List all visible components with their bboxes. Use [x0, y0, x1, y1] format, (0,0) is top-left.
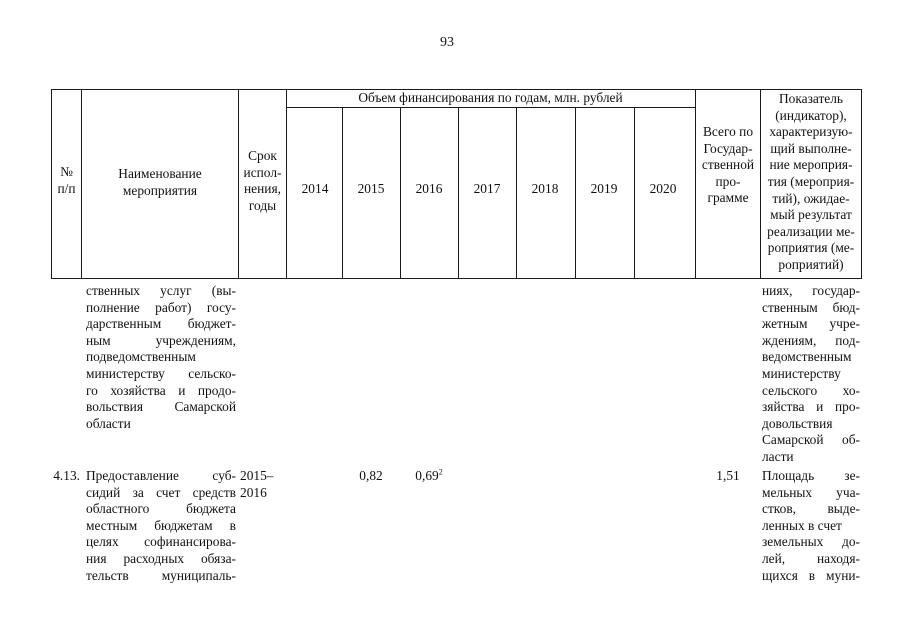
page-number: 93 — [440, 35, 454, 50]
row-2-total: 1,51 — [716, 468, 740, 483]
header-year-2015: 2015 — [357, 181, 385, 196]
row-2-value-2015: 0,82 — [359, 468, 383, 483]
header-year-2017: 2017 — [473, 181, 501, 196]
header-bottom-border — [51, 278, 862, 279]
header-year-2019: 2019 — [590, 181, 618, 196]
header-number-col: № п/п — [57, 164, 76, 196]
row-2-name: Предоставление суб- сидий за счет средств областного бюджета местным бюджетам в целях софинансирова- ния расходных обяза- тельств муниципаль- — [86, 468, 236, 583]
header-indicator-col: Показатель (индикатор), характеризую- щий выполне- ние мероприя- тия (мероприя- тий), ожидае- мый результат реализации ме- роприятия (ме- роприятий) — [767, 91, 855, 272]
row-2-term: 2015– 2016 — [240, 468, 274, 500]
header-year-2020: 2020 — [649, 181, 677, 196]
header-name-col: Наименование мероприятия — [118, 166, 202, 198]
header-total-col: Всего по Государ- ственной про- грамме — [701, 124, 755, 206]
header-year-2018: 2018 — [531, 181, 559, 196]
footnote-mark: 2 — [438, 467, 443, 477]
header-funding-group: Объем финансирования по годам, млн. рублей — [358, 90, 623, 105]
row-2-value-2016: 0,69$^2$ — [415, 467, 443, 483]
row-1-indicator: ниях, государ- ственным бюд- жетным учре- ждениям, под- ведомственным министерству сельского хо- зяйства и про- довольствия Самарской об- ласти — [762, 283, 860, 464]
header-term-col: Срок испол- нения, годы — [243, 148, 282, 213]
row-1-name: ственных услуг (вы- полнение работ) госу- дарственным бюджет- ным учреждениям, подведомственным министерству сельско- го хозяйства и продо- вольствия Самарской области — [86, 283, 236, 431]
row-2-indicator: Площадь зе- мельных уча- стков, выде- ленных в счет земельных до- лей, находя- щихся в муни- — [762, 468, 860, 583]
header-year-2016: 2016 — [415, 181, 443, 196]
table-right-border — [861, 89, 862, 279]
row-2-number: 4.13. — [53, 468, 80, 483]
header-year-2014: 2014 — [301, 181, 329, 196]
